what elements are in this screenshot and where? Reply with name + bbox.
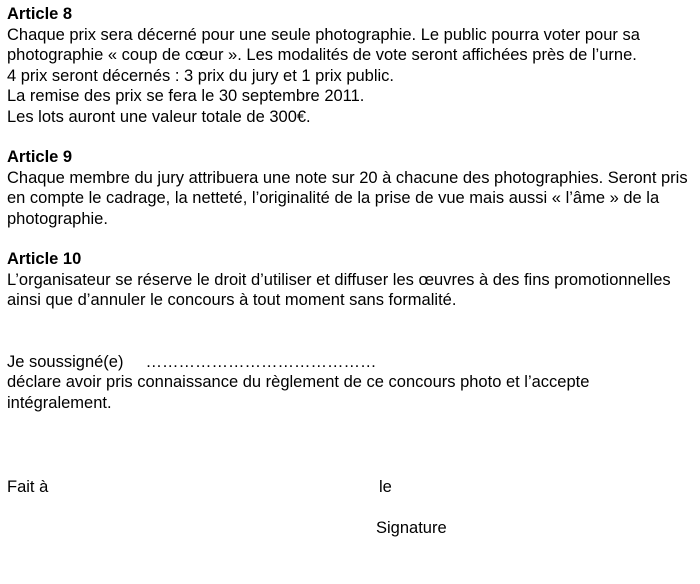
signature-label: Signature: [376, 519, 447, 537]
signer-name-blank: ……………………………………: [145, 352, 377, 371]
rules-document: [7, 4, 693, 413]
article-title: Article 8: [7, 5, 73, 23]
article-paragraph: L’organisateur se réserve le droit d’utiliser et diffuser les œuvres à des fins promotionnelles ainsi que d’annuler le concours à tout moment sans formalité.: [7, 270, 671, 309]
fait-a-label: Fait à: [7, 478, 49, 496]
article-title: Article 10: [7, 250, 82, 268]
signer-line: [7, 352, 693, 373]
article-8: [7, 4, 693, 127]
declaration: [7, 352, 693, 414]
signature-footer: [7, 477, 693, 557]
article-10: [7, 249, 693, 311]
article-paragraph: Les lots auront une valeur totale de 300€.: [7, 107, 311, 126]
article-paragraph: 4 prix seront décernés : 3 prix du jury et 1 prix public.: [7, 66, 395, 85]
article-paragraph: Chaque prix sera décerné pour une seule photographie. Le public pourra voter pour sa photographie « coup de cœur ». Les modalités de vote seront affichées près de l’urne.: [7, 25, 640, 64]
article-9: [7, 147, 693, 229]
date-label: le: [379, 478, 392, 496]
article-paragraph: Chaque membre du jury attribuera une note sur 20 à chacune des photographies. Seront pris en compte le cadrage, la netteté, l’originalité de la prise de vue mais aussi « l’âme » de la photographie.: [7, 168, 688, 228]
article-paragraph: La remise des prix se fera le 30 septembre 2011.: [7, 87, 365, 105]
spacer: [7, 331, 693, 352]
article-title: Article 9: [7, 148, 73, 166]
declaration-text: déclare avoir pris connaissance du règlement de ce concours photo et l’accepte intégralement.: [7, 373, 590, 412]
signer-label: Je soussigné(e): [7, 352, 124, 371]
